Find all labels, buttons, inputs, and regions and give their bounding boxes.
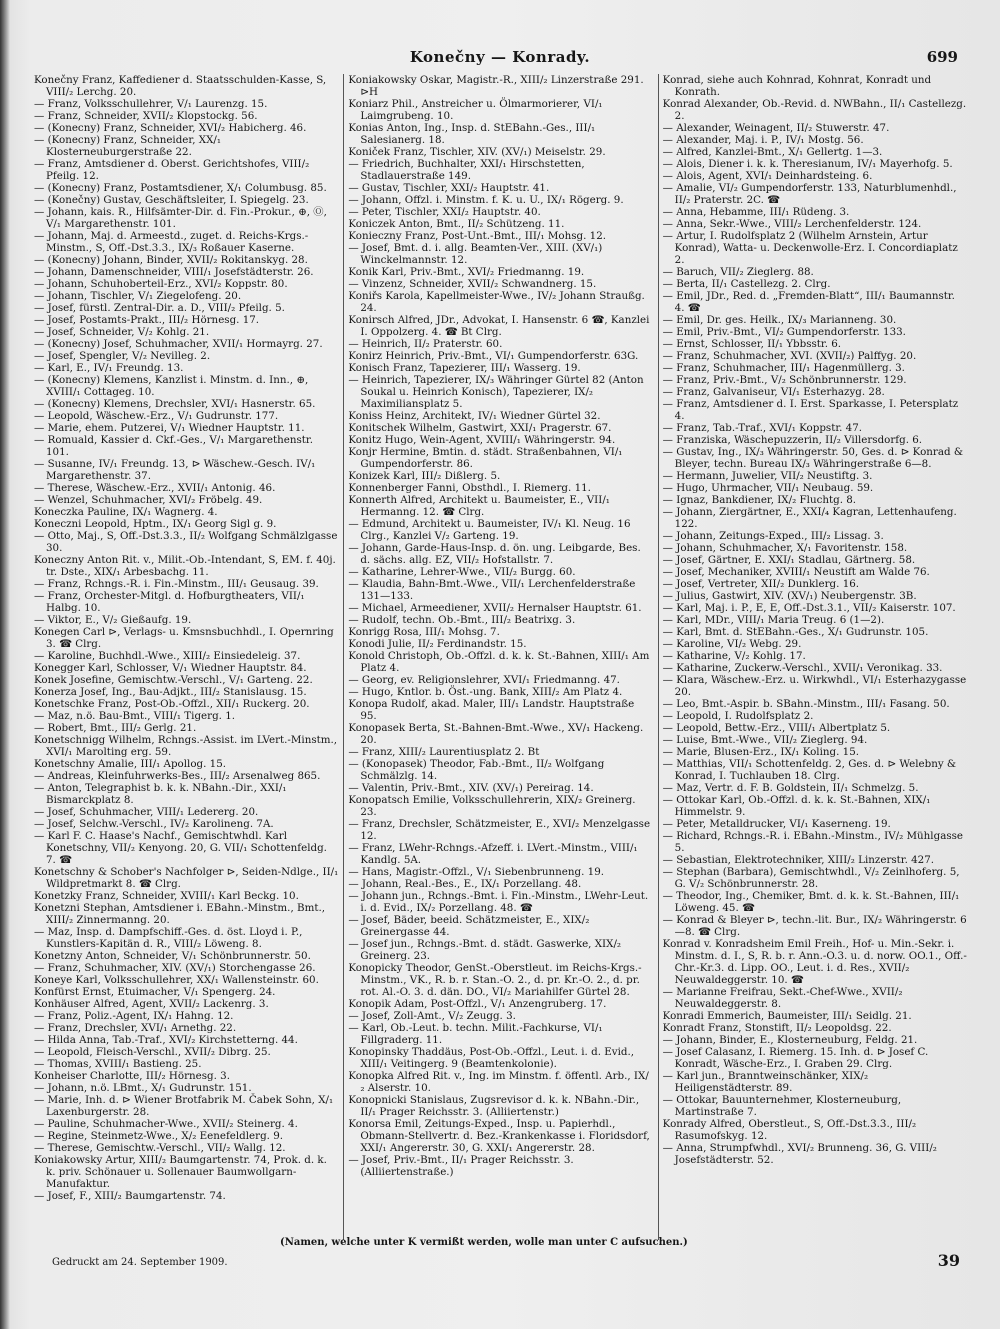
running-title: Konečny — Konrady. xyxy=(409,48,591,66)
directory-entry: — Franz, Volksschullehrer, V/₁ Laurenzg. 15. xyxy=(34,98,268,110)
directory-entry: Konopik Adam, Post-Offzl., V/₁ Anzengruberg. 17. xyxy=(348,998,607,1010)
column-left xyxy=(30,74,343,1240)
directory-entry: — (Konecny) Franz, Schneider, XX/₁ Klosterneuburgerstraße 22. xyxy=(34,134,221,158)
directory-entry: — Richard, Rchngs.-R. i. EBahn.-Minstm., IV/₂ Mühlgasse 5. xyxy=(662,830,963,854)
directory-entry: — Hans, Magistr.-Offzl., V/₁ Siebenbrunneng. 19. xyxy=(348,866,605,878)
directory-entry: — Klaudia, Bahn-Bmt.-Wwe., VII/₁ Lerchenfelderstraße 131—133. xyxy=(348,578,636,602)
directory-entry: — Johann, Offzl. i. Minstm. f. K. u. U., IX/₁ Rögerg. 9. xyxy=(348,194,624,206)
directory-entry: — Johann, Binder, E., Klosterneuburg, Feldg. 21. xyxy=(662,1034,918,1046)
directory-entry: — Johann, Schuhoberteil-Erz., XVI/₂ Koppstr. 80. xyxy=(34,278,288,290)
directory-entry: Konetschke Franz, Post-Ob.-Offzl., XII/₁ Ruckerg. 20. xyxy=(34,698,310,710)
directory-entry: — Josef, Schuhmacher, VIII/₁ Ledererg. 20. xyxy=(34,806,259,818)
directory-entry: — Josef jun., Rchngs.-Bmt. d. städt. Gaswerke, XIX/₂ Greinerg. 23. xyxy=(348,938,622,962)
directory-entry: — Johann jun., Rchngs.-Bmt. i. Fin.-Minstm., LWehr-Leut. i. d. Evid., IX/₂ Porzellang. 48. ☎ xyxy=(348,890,649,914)
directory-entry: Konetzni Stephan, Amtsdiener i. EBahn.-Minstm., Bmt., XIII/₂ Zinnermanng. 20. xyxy=(34,902,326,926)
directory-entry: — Julius, Gastwirt, XIV. (XV/₁) Neubergenstr. 3B. xyxy=(662,590,917,602)
directory-entry: — Maz, Vertr. d. F. B. Goldstein, II/₁ Schmelzg. 5. xyxy=(662,782,919,794)
directory-columns xyxy=(30,74,972,1240)
directory-entry: Konias Anton, Ing., Insp. d. StEBahn.-Ges., III/₁ Salesianerg. 18. xyxy=(348,122,596,146)
directory-entry: — Leo, Bmt.-Aspir. b. SBahn.-Minstm., III/₁ Fasang. 50. xyxy=(662,698,950,710)
directory-entry: Koneczny Anton Rit. v., Milit.-Ob.-Intendant, S, EM. f. 40j. tr. Dste., XIX/₁ Arbesbachg. 11. xyxy=(34,554,336,578)
directory-entry: Konnerth Alfred, Architekt u. Baumeister, E., VII/₁ Hermanng. 12. ☎ Clrg. xyxy=(348,494,610,518)
directory-entry: Konirz Heinrich, Priv.-Bmt., VI/₁ Gumpendorferstr. 63G. xyxy=(348,350,639,362)
directory-entry: — Franz, Orchester-Mitgl. d. Hofburgtheaters, VII/₁ Halbg. 10. xyxy=(34,590,305,614)
directory-entry: — Romuald, Kassier d. Ckf.-Ges., V/₁ Margarethenstr. 101. xyxy=(34,434,313,458)
directory-entry: Konopa Rudolf, akad. Maler, III/₁ Landstr. Hauptstraße 95. xyxy=(348,698,635,722)
directory-entry: Koniček Franz, Tischler, XIV. (XV/₁) Meiselstr. 29. xyxy=(348,146,606,158)
directory-entry: — Berta, II/₁ Castellezg. 2. Clrg. xyxy=(662,278,831,290)
directory-entry: — Franz, Drechsler, Schätzmeister, E., XVI/₂ Menzelgasse 12. xyxy=(348,818,651,842)
directory-entry: Konradi Emmerich, Baumeister, III/₁ Seidlg. 21. xyxy=(662,1010,912,1022)
directory-entry: — Josef, Mechaniker, XVIII/₁ Neustift am Walde 76. xyxy=(662,566,930,578)
directory-entry: — Franz, Amtsdiener d. Oberst. Gerichtshofes, VIII/₂ Pfeilg. 12. xyxy=(34,158,310,182)
directory-entry: — Josef, F., XIII/₂ Baumgartenstr. 74. xyxy=(34,1190,226,1202)
directory-entry: — Ottokar, Bauunternehmer, Klosterneuburg, Martinstraße 7. xyxy=(662,1094,902,1118)
directory-entry: Konnenberger Fanni, Obsthdl., I. Riemerg. 11. xyxy=(348,482,591,494)
directory-entry: Koniakowsky Artur, XIII/₂ Baumgartenstr. 74, Prok. d. k. k. priv. Schönauer u. Sollenauer Baumwollgarn-Manufaktur. xyxy=(34,1154,327,1190)
directory-entry: — Emil, JDr., Red. d. „Fremden-Blatt“, III/₁ Baumannstr. 4. ☎ xyxy=(662,290,955,314)
sheet-number: 39 xyxy=(937,1251,960,1270)
directory-entry: Konizek Karl, III/₂ Dißlerg. 5. xyxy=(348,470,501,482)
directory-entry: — Josef, Gärtner, E. XXI/₁ Stadlau, Gärtnerg. 58. xyxy=(662,554,916,566)
directory-entry: — Franz, Poliz.-Agent, IX/₁ Hahng. 12. xyxy=(34,1010,234,1022)
directory-entry: Konirsch Alfred, JDr., Advokat, I. Hansenstr. 6 ☎, Kanzlei I. Oppolzerg. 4. ☎ Bt Clrg. xyxy=(348,314,650,338)
directory-entry: — Baruch, VII/₂ Zieglerg. 88. xyxy=(662,266,814,278)
directory-entry: — Luise, Bmt.-Wwe., VII/₂ Zieglerg. 94. xyxy=(662,734,868,746)
directory-entry: — Josef, Bmt. d. i. allg. Beamten-Ver., XIII. (XV/₁) Winckelmannstr. 12. xyxy=(348,242,603,266)
directory-entry: — Hilda Anna, Tab.-Traf., XVI/₂ Kirchstetterng. 44. xyxy=(34,1034,298,1046)
directory-entry: Konopinsky Thaddäus, Post-Ob.-Offzl., Leut. i. d. Evid., XIII/₁ Veitingerg. 9 (Beamtenkolonie). xyxy=(348,1046,635,1070)
directory-entry: — Klara, Wäschew.-Erz. u. Wirkwhdl., VI/₁ Esterhazygasse 20. xyxy=(662,674,967,698)
directory-entry: — Thomas, XVIII/₁ Bastieng. 25. xyxy=(34,1058,202,1070)
directory-entry: — Anton, Telegraphist b. k. k. NBahn.-Dir., XXI/₁ Bismarckplatz 8. xyxy=(34,782,287,806)
directory-entry: — Andreas, Kleinfuhrwerks-Bes., III/₂ Arsenalweg 865. xyxy=(34,770,321,782)
directory-entry: — (Konecny) Franz, Postamtsdiener, X/₁ Columbusg. 85. xyxy=(34,182,327,194)
directory-entry: — Josef, Spengler, V/₂ Nevilleg. 2. xyxy=(34,350,211,362)
directory-entry: Konek Josefine, Gemischtw.-Verschl., V/₁ Garteng. 22. xyxy=(34,674,313,686)
directory-entry: Konik Karl, Priv.-Bmt., XVI/₂ Friedmanng. 19. xyxy=(348,266,585,278)
directory-entry: — Theodor, Ing., Chemiker, Bmt. d. k. k. St.-Bahnen, III/₁ Löweng. 45. ☎ xyxy=(662,890,960,914)
directory-entry: — Emil, Dr. ges. Heilk., IX/₃ Marianneng. 30. xyxy=(662,314,897,326)
column-middle xyxy=(343,74,657,1240)
directory-entry: — Rudolf, techn. Ob.-Bmt., III/₂ Beatrixg. 3. xyxy=(348,614,576,626)
directory-entry: — (Konopasek) Theodor, Fab.-Bmt., II/₂ Wolfgang Schmälzlg. 14. xyxy=(348,758,605,782)
directory-entry: Konold Christoph, Ob.-Offzl. d. k. k. St.-Bahnen, XIII/₁ Am Platz 4. xyxy=(348,650,650,674)
directory-entry: Konopicky Theodor, GenSt.-Oberstleut. im Reichs-Krgs.-Minstm., VK., R. b. r. Stan.-O. 2., d. pr. Kr.-O. 2., d. pr. rot. Al.-O. 3. d. dän. DO., VI/₂ Mariahilfer Gürtel 28. xyxy=(348,962,642,998)
directory-entry: — Stephan (Barbara), Gemischtwhdl., V/₂ Zeinlhoferg. 5, G. V/₂ Schönbrunnerstr. 28. xyxy=(662,866,960,890)
directory-entry: — Therese, Wäschew.-Erz., XVII/₁ Antonig. 46. xyxy=(34,482,276,494)
directory-entry: — (Konecny) Klemens, Kanzlist i. Minstm. d. Inn., ⊕, XVIII/₁ Cottageg. 10. xyxy=(34,374,309,398)
page-number: 699 xyxy=(926,48,958,66)
directory-entry: — Susanne, IV/₁ Freundg. 13, ⊳ Wäschew.-Gesch. IV/₁ Margarethenstr. 37. xyxy=(34,458,316,482)
directory-entry: Konrigg Rosa, III/₁ Mohsg. 7. xyxy=(348,626,500,638)
directory-entry: Konrad v. Konradsheim Emil Freih., Hof- u. Min.-Sekr. i. Minstm. d. I., S, R. b. r. Ann.-O.3. u. d. norw. OO.1., Off.-Chr.-Kr.3. d. Lipp. OO., Leut. i. d. Res., XVII/₂ Neuwaldeggerstr. 10. ☎ xyxy=(662,938,967,986)
directory-entry: — Heinrich, Tapezierer, IX/₃ Währinger Gürtel 82 (Anton Soukal u. Heinrich Konisch), Tapezierer, IX/₂ Maximiliansplatz 5. xyxy=(348,374,644,410)
directory-entry: Koniarz Phil., Anstreicher u. Ölmarmorierer, VI/₁ Laimgrubeng. 10. xyxy=(348,98,603,122)
directory-entry: — Johann, n.ö. LBmt., X/₁ Gudrunstr. 151. xyxy=(34,1082,252,1094)
directory-entry: — Maz, Insp. d. Dampfschiff.-Ges. d. öst. Lloyd i. P., Kunstlers-Kapitän d. R., VIII/₂ Löweng. 8. xyxy=(34,926,303,950)
directory-entry: — Marie, Blusen-Erz., IX/₁ Koling. 15. xyxy=(662,746,860,758)
directory-entry: Koniczek Anton, Bmt., II/₂ Schützeng. 11. xyxy=(348,218,565,230)
directory-entry: — Josef, Vertreter, XII/₂ Dunklerg. 16. xyxy=(662,578,860,590)
directory-entry: — Johann, Zeitungs-Exped., III/₂ Lissag. 3. xyxy=(662,530,884,542)
directory-entry: — Leopold, Bettw.-Erz., VIII/₁ Albertplatz 5. xyxy=(662,722,891,734)
directory-entry: — Gustav, Tischler, XXI/₂ Hauptstr. 41. xyxy=(348,182,550,194)
directory-entry: Konitschek Wilhelm, Gastwirt, XXI/₁ Pragerstr. 67. xyxy=(348,422,612,434)
directory-entry: — Josef, Postamts-Prakt., III/₂ Hörnesg. 17. xyxy=(34,314,260,326)
directory-entry: — Katharine, V/₂ Kohlg. 17. xyxy=(662,650,806,662)
directory-entry: — Vinzenz, Schneider, XVII/₂ Schwandnerg. 15. xyxy=(348,278,597,290)
directory-entry: — Josef, Bäder, beeid. Schätzmeister, E., XIX/₂ Greinergasse 44. xyxy=(348,914,590,938)
directory-entry: — Georg, ev. Religionslehrer, XVI/₁ Friedmanng. 47. xyxy=(348,674,620,686)
directory-entry: Konodi Julie, II/₂ Ferdinandstr. 15. xyxy=(348,638,527,650)
directory-entry: — Edmund, Architekt u. Baumeister, IV/₁ Kl. Neug. 16 Clrg., Kanzlei V/₂ Garteng. 19. xyxy=(348,518,631,542)
directory-entry: — Hermann, Juwelier, VII/₂ Neustiftg. 3. xyxy=(662,470,873,482)
directory-entry: Konfürst Ernst, Etuimacher, V/₁ Spengerg. 24. xyxy=(34,986,276,998)
directory-entry: — Alfred, Kanzlei-Bmt., X/₁ Gellertg. 1—3. xyxy=(662,146,883,158)
directory-entry: Konjr Hermine, Bmtin. d. städt. Straßenbahnen, VI/₁ Gumpendorferstr. 86. xyxy=(348,446,623,470)
directory-entry: — (Konecny) Josef, Schuhmacher, XVII/₁ Hormayrg. 27. xyxy=(34,338,323,350)
directory-entry: — (Konečny) Gustav, Geschäftsleiter, I. Spiegelg. 23. xyxy=(34,194,309,206)
directory-entry: Konetzny Anton, Schneider, V/₁ Schönbrunnerstr. 50. xyxy=(34,950,311,962)
directory-entry: Konradt Franz, Stonstift, II/₂ Leopoldsg. 22. xyxy=(662,1022,892,1034)
directory-entry: — Franz, Drechsler, XVI/₁ Arnethg. 22. xyxy=(34,1022,237,1034)
directory-entry: — Alois, Diener i. k. k. Theresianum, IV/₁ Mayerhofg. 5. xyxy=(662,158,953,170)
directory-entry: — Matthias, VII/₁ Schottenfeldg. 2, Ges. d. ⊳ Welebny & Konrad, I. Tuchlauben 18. Clrg. xyxy=(662,758,957,782)
page-header xyxy=(30,44,970,70)
directory-entry: Konrady Alfred, Oberstleut., S, Off.-Dst.3.3., III/₂ Rasumofskyg. 12. xyxy=(662,1118,917,1142)
directory-entry: — Karl, MDr., VIII/₁ Maria Treug. 6 (1—2). xyxy=(662,614,885,626)
directory-entry: — Anna, Strumpfwhdl., XVI/₂ Brunneng. 36, G. VIII/₂ Josefstädterstr. 52. xyxy=(662,1142,937,1166)
directory-entry: Konetschny & Schober's Nachfolger ⊳, Seiden-Ndlge., II/₁ Wildpretmarkt 8. ☎ Clrg. xyxy=(34,866,339,890)
directory-entry: — Karl jun., Branntweinschänker, XIX/₂ Heiligenstädterstr. 89. xyxy=(662,1070,869,1094)
directory-entry: Konegger Karl, Schlosser, V/₁ Wiedner Hauptstr. 84. xyxy=(34,662,307,674)
directory-entry: Konheiser Charlotte, III/₂ Hörnesg. 3. xyxy=(34,1070,230,1082)
directory-entry: — Johann, Tischler, V/₁ Ziegelofeng. 20. xyxy=(34,290,242,302)
directory-entry: — (Konecny) Johann, Binder, XVII/₂ Rokitanskyg. 28. xyxy=(34,254,308,266)
directory-entry: — Franz, Schuhmacher, XIV. (XV/₁) Storchengasse 26. xyxy=(34,962,316,974)
directory-entry: — Marianne Freifrau, Sekt.-Chef-Wwe., XVII/₂ Neuwaldeggerstr. 8. xyxy=(662,986,903,1010)
directory-entry: — Johann, Garde-Haus-Insp. d. ön. ung. Leibgarde, Bes. d. sächs. allg. EZ, VII/₂ Hofstallstr. 7. xyxy=(348,542,641,566)
directory-entry: — Michael, Armeediener, XVII/₂ Hernalser Hauptstr. 61. xyxy=(348,602,642,614)
directory-entry: — Alexander, Weinagent, II/₂ Stuwerstr. 47. xyxy=(662,122,890,134)
directory-entry: — Franziska, Wäschepuzzerin, II/₂ Villersdorfg. 6. xyxy=(662,434,923,446)
directory-entry: — Franz, Tab.-Traf., XVI/₁ Koppstr. 47. xyxy=(662,422,863,434)
directory-entry: Konetschny Amalie, III/₁ Apollog. 15. xyxy=(34,758,227,770)
directory-entry: — Johann, Maj. d. Armeestd., zuget. d. Reichs-Krgs.-Minstm., S, Off.-Dst.3.3., IX/₃ Roßauer Kaserne. xyxy=(34,230,309,254)
directory-entry: — Ottokar Karl, Ob.-Offzl. d. k. k. St.-Bahnen, XIX/₁ Himmelstr. 9. xyxy=(662,794,931,818)
directory-entry: — Valentin, Priv.-Bmt., XIV. (XV/₁) Pereirag. 14. xyxy=(348,782,594,794)
directory-entry: — Josef Calasanz, I. Riemerg. 15. Inh. d. ⊳ Josef C. Konradt, Wäsche-Erz., I. Graben 29. Clrg. xyxy=(662,1046,929,1070)
directory-entry: Koneye Karl, Volksschullehrer, XX/₁ Wallensteinstr. 60. xyxy=(34,974,319,986)
directory-entry: Konorsa Emil, Zeitungs-Exped., Insp. u. Papierhdl., Obmann-Stellvertr. d. Bez.-Krankenkasse i. Floridsdorf, XXI/₁ Angererstr. 30, G. XXI/₁ Angererstr. 28. xyxy=(348,1118,650,1154)
directory-entry: — Regine, Steinmetz-Wwe., X/₂ Eenefeldlerg. 9. xyxy=(34,1130,284,1142)
directory-entry: — Pauline, Schuhmacher-Wwe., XVII/₂ Steinerg. 4. xyxy=(34,1118,298,1130)
directory-entry: — Sebastian, Elektrotechniker, XIII/₂ Linzerstr. 427. xyxy=(662,854,935,866)
directory-entry: — Heinrich, II/₂ Praterstr. 60. xyxy=(348,338,503,350)
directory-entry: — Maz, n.ö. Bau-Bmt., VIII/₁ Tigerg. 1. xyxy=(34,710,236,722)
directory-entry: Konegen Carl ⊳, Verlags- u. Kmsnsbuchhdl., I. Opernring 3. ☎ Clrg. xyxy=(34,626,334,650)
directory-entry: — Katharine, Lehrer-Wwe., VII/₂ Burgg. 60. xyxy=(348,566,576,578)
directory-entry: — Johann, Schuhmacher, X/₁ Favoritenstr. 158. xyxy=(662,542,908,554)
directory-entry: — Josef, Zoll-Amt., V/₂ Zeugg. 3. xyxy=(348,1010,516,1022)
directory-entry: — Ignaz, Bankdiener, IX/₂ Fluchtg. 8. xyxy=(662,494,857,506)
directory-entry: — Hugo, Kntlor. b. Öst.-ung. Bank, XIII/₂ Am Platz 4. xyxy=(348,686,623,698)
directory-entry: — Franz, LWehr-Rchngs.-Afzeff. i. LVert.-Minstm., VIII/₁ Kandlg. 5A. xyxy=(348,842,638,866)
directory-entry: — Franz, Schneider, XVII/₂ Klopstockg. 56. xyxy=(34,110,258,122)
directory-entry: — Amalie, VI/₂ Gumpendorferstr. 133, Naturblumenhdl., II/₂ Praterstr. 2C. ☎ xyxy=(662,182,957,206)
directory-entry: — Josef, fürstl. Zentral-Dir. a. D., VIII/₂ Pfeilg. 5. xyxy=(34,302,285,314)
directory-entry: — Karl F. C. Haase's Nachf., Gemischtwhdl. Karl Konetschny, VII/₂ Kenyong. 20, G. VII/₁ Schottenfeldg. 7. ☎ xyxy=(34,830,327,866)
directory-entry: — Franz, Schuhmacher, III/₁ Hagenmüllerg. 3. xyxy=(662,362,905,374)
directory-entry: — Leopold, Fleisch-Verschl., XVII/₂ Dibrg. 25. xyxy=(34,1046,271,1058)
directory-entry: — Karl, Ob.-Leut. b. techn. Milit.-Fachkurse, VI/₁ Fillgraderg. 11. xyxy=(348,1022,603,1046)
directory-entry: Konisch Franz, Tapezierer, III/₁ Wasserg. 19. xyxy=(348,362,581,374)
directory-entry: Konieczny Franz, Post-Unt.-Bmt., III/₁ Mohsg. 12. xyxy=(348,230,607,242)
directory-entry: — Marie, ehem. Putzerei, V/₁ Wiedner Hauptstr. 11. xyxy=(34,422,305,434)
directory-entry: Koneczka Pauline, IX/₁ Wagnerg. 4. xyxy=(34,506,218,518)
directory-entry: Konopka Alfred Rit. v., Ing. im Minstm. f. öffentl. Arb., IX/₂ Alserstr. 10. xyxy=(348,1070,649,1094)
directory-entry: Konopasek Berta, St.-Bahnen-Bmt.-Wwe., XV/₁ Hackeng. 20. xyxy=(348,722,644,746)
directory-entry: Koniss Heinz, Architekt, IV/₁ Wiedner Gürtel 32. xyxy=(348,410,601,422)
directory-entry: Koniakowsky Oskar, Magistr.-R., XIII/₂ Linzerstraße 291. ⊳H xyxy=(348,74,644,98)
directory-entry: — Johann, Real.-Bes., E., IX/₁ Porzellang. 48. xyxy=(348,878,582,890)
directory-entry: — Marie, Inh. d. ⊳ Wiener Brotfabrik M. Čabek Sohn, X/₁ Laxenburgerstr. 28. xyxy=(34,1094,334,1118)
directory-entry: Konerza Josef, Ing., Bau-Adjkt., III/₂ Stanislausg. 15. xyxy=(34,686,307,698)
directory-entry: Konetschnigg Wilhelm, Rchngs.-Assist. im LVert.-Minstm., XVI/₁ Marolting erg. 59. xyxy=(34,734,338,758)
directory-entry: — Anna, Hebamme, III/₁ Rüdeng. 3. xyxy=(662,206,850,218)
directory-entry: — Anna, Sekr.-Wwe., VIII/₂ Lerchenfelderstr. 124. xyxy=(662,218,922,230)
directory-entry: — Josef, Selchw.-Verschl., IV/₂ Karolineng. 7A. xyxy=(34,818,274,830)
directory-entry: — Karoline, Buchhdl.-Wwe., XIII/₂ Einsiedeleig. 37. xyxy=(34,650,301,662)
directory-entry: — Gustav, Ing., IX/₃ Währingerstr. 50, Ges. d. ⊳ Konrad & Bleyer, techn. Bureau IX/₃ Währingerstraße 6—8. xyxy=(662,446,964,470)
directory-entry: — Karl, E., IV/₁ Freundg. 13. xyxy=(34,362,184,374)
directory-entry: — Franz, Amtsdiener d. I. Erst. Sparkasse, I. Petersplatz 4. xyxy=(662,398,959,422)
directory-entry: — Hugo, Uhrmacher, VII/₁ Neubaug. 59. xyxy=(662,482,874,494)
directory-entry: — Franz, Priv.-Bmt., V/₂ Schönbrunnerstr. 129. xyxy=(662,374,907,386)
directory-entry: — Josef, Priv.-Bmt., II/₁ Prager Reichsstr. 3. (Alliiertenstraße.) xyxy=(348,1154,574,1178)
directory-entry: Konečny Franz, Kaffediener d. Staatsschulden-Kasse, S, VIII/₂ Lerchg. 20. xyxy=(34,74,327,98)
directory-entry: — Franz, XIII/₂ Laurentiusplatz 2. Bt xyxy=(348,746,540,758)
directory-entry: — Alexander, Maj. i. P., IV/₁ Mostg. 56. xyxy=(662,134,864,146)
directory-entry: Konopnicki Stanislaus, Zugsrevisor d. k. k. NBahn.-Dir., II/₁ Prager Reichsstr. 3. (Alliiertenstr.) xyxy=(348,1094,640,1118)
directory-entry: Konrad, siehe auch Kohnrad, Kohnrat, Konradt und Konrath. xyxy=(662,74,932,98)
directory-entry: — Ernst, Schlosser, II/₁ Ybbsstr. 6. xyxy=(662,338,842,350)
directory-entry: — Otto, Maj., S, Off.-Dst.3.3., II/₂ Wolfgang Schmälzlgasse 30. xyxy=(34,530,338,554)
directory-entry: — Peter, Tischler, XXI/₂ Hauptstr. 40. xyxy=(348,206,541,218)
directory-entry: — Franz, Galvaniseur, VI/₁ Esterhazyg. 28. xyxy=(662,386,885,398)
directory-entry: — Emil, Priv.-Bmt., VI/₂ Gumpendorferstr. 133. xyxy=(662,326,906,338)
directory-entry: — (Konecny) Franz, Schneider, XVI/₂ Habicherg. 46. xyxy=(34,122,307,134)
directory-entry: — Therese, Gemischtw.-Verschl., VII/₂ Wallg. 12. xyxy=(34,1142,286,1154)
directory-entry: — Johann, kais. R., Hilfsämter-Dir. d. Fin.-Prokur., ⊕, Ⓞ, V/₁ Margarethenstr. 101. xyxy=(34,206,327,230)
directory-entry: — Franz, Schuhmacher, XVI. (XVII/₂) Palffyg. 20. xyxy=(662,350,917,362)
directory-entry: — Johann, Ziergärtner, E., XXI/₄ Kagran, Lettenhaufeng. 122. xyxy=(662,506,957,530)
directory-entry: — Alois, Agent, XVI/₁ Deinhardsteing. 6. xyxy=(662,170,873,182)
directory-entry: Konhäuser Alfred, Agent, XVII/₂ Lackenrg. 3. xyxy=(34,998,269,1010)
directory-entry: — Robert, Bmt., III/₂ Gerlg. 21. xyxy=(34,722,197,734)
column-right xyxy=(658,74,972,1240)
directory-entry: Koneczni Leopold, Hptm., IX/₁ Georg Sigl g. 9. xyxy=(34,518,277,530)
directory-entry: Konopatsch Emilie, Volksschullehrerin, XIX/₂ Greinerg. 23. xyxy=(348,794,636,818)
directory-entry: Konitz Hugo, Wein-Agent, XVIII/₁ Währingerstr. 94. xyxy=(348,434,616,446)
footnote: (Namen, welche unter K vermißt werden, wolle man unter C aufsuchen.) xyxy=(280,1237,688,1248)
directory-entry: — Viktor, E., V/₂ Gießaufg. 19. xyxy=(34,614,192,626)
directory-entry: — Katharine, Zuckerw.-Verschl., XVII/₁ Veronikag. 33. xyxy=(662,662,943,674)
directory-entry: — Leopold, I. Rudolfsplatz 2. xyxy=(662,710,814,722)
print-date: Gedruckt am 24. September 1909. xyxy=(52,1257,228,1268)
directory-entry: — Karl, Bmt. d. StEBahn.-Ges., X/₁ Gudrunstr. 105. xyxy=(662,626,929,638)
directory-entry: — Josef, Schneider, V/₂ Kohlg. 21. xyxy=(34,326,210,338)
directory-entry: — (Konecny) Klemens, Drechsler, XVI/₁ Hasnerstr. 65. xyxy=(34,398,316,410)
directory-entry: Konetzky Franz, Schneider, XVIII/₁ Karl Beckg. 10. xyxy=(34,890,299,902)
directory-entry: — Leopold, Wäschew.-Erz., V/₁ Gudrunstr. 177. xyxy=(34,410,279,422)
directory-entry: Koniřs Karola, Kapellmeister-Wwe., IV/₂ Johann Straußg. 24. xyxy=(348,290,645,314)
page-edge-shadow xyxy=(0,0,10,1329)
directory-entry: — Karl, Maj. i. P., E, E, Off.-Dst.3.1., VII/₂ Kaiserstr. 107. xyxy=(662,602,956,614)
directory-entry: — Franz, Rchngs.-R. i. Fin.-Minstm., III/₁ Geusaug. 39. xyxy=(34,578,319,590)
directory-entry: — Wenzel, Schuhmacher, XVI/₂ Fröbelg. 49. xyxy=(34,494,263,506)
directory-entry: — Artur, I. Rudolfsplatz 2 (Wilhelm Arnstein, Artur Konrad), Watta- u. Deckenwolle-Erz. I. Concordiaplatz 2. xyxy=(662,230,958,266)
directory-entry: — Konrad & Bleyer ⊳, techn.-lit. Bur., IX/₂ Währingerstr. 6—8. ☎ Clrg. xyxy=(662,914,967,938)
directory-entry: — Johann, Damenschneider, VIII/₁ Josefstädterstr. 26. xyxy=(34,266,314,278)
directory-entry: Konrad Alexander, Ob.-Revid. d. NWBahn., II/₁ Castellezg. 2. xyxy=(662,98,967,122)
directory-entry: — Friedrich, Buchhalter, XXI/₁ Hirschstetten, Stadlauerstraße 149. xyxy=(348,158,585,182)
directory-entry: — Karoline, VI/₂ Webg. 29. xyxy=(662,638,802,650)
directory-entry: — Peter, Metalldrucker, VI/₁ Kaserneng. 19. xyxy=(662,818,891,830)
